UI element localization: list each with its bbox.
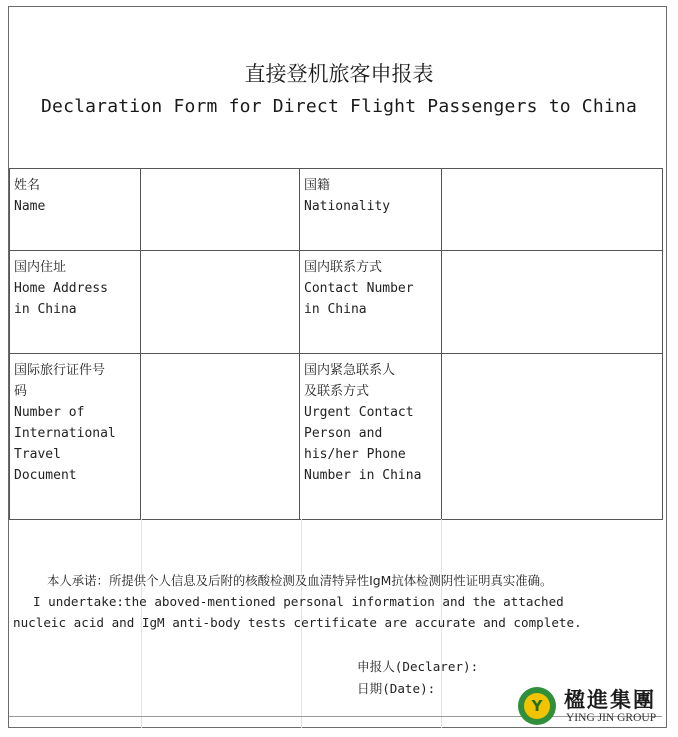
declarer-signature-label: 申报人(Declarer): <box>357 659 479 674</box>
form-title-english: Declaration Form for Direct Flight Passengers to China <box>41 96 637 117</box>
contact-number-label-cell <box>300 251 442 354</box>
home-address-input-cell[interactable] <box>141 251 300 354</box>
home-address-label-cell <box>10 251 141 354</box>
travel-document-label: 国际旅行证件号 码 Number of International Travel Document <box>14 363 116 483</box>
logo-chinese-name: 楹進集團 <box>564 687 656 712</box>
declaration-english-line2: nucleic acid and IgM anti-body tests certificate are accurate and complete. <box>13 615 582 630</box>
home-address-label: 国内住址 Home Address in China <box>14 260 108 317</box>
nationality-label-cell <box>300 169 442 251</box>
logo-emblem-mark: Y <box>524 693 550 719</box>
contact-number-label: 国内联系方式 Contact Number in China <box>304 260 414 317</box>
logo-emblem-icon <box>518 687 556 725</box>
declaration-block <box>13 570 658 633</box>
table-row <box>10 169 663 251</box>
emergency-contact-label-cell <box>300 354 442 520</box>
nationality-label: 国籍 Nationality <box>304 178 391 214</box>
nationality-input-cell[interactable] <box>442 169 663 251</box>
declaration-english-line1: I undertake:the aboved-mentioned personal information and the attached <box>33 594 564 609</box>
name-label-cell <box>10 169 141 251</box>
contact-number-input-cell[interactable] <box>442 251 663 354</box>
logo-english-name: YING JIN GROUP <box>566 712 657 724</box>
table-row <box>10 251 663 354</box>
date-label: 日期(Date): <box>357 681 436 696</box>
emergency-contact-label: 国内紧急联系人 及联系方式 Urgent Contact Person and his/her Phone Number in China <box>304 363 422 483</box>
company-logo <box>516 684 674 730</box>
declaration-chinese: 本人承诺：所提供个人信息及后附的核酸检测及血清特异性IgM抗体检测阴性证明真实准确。 <box>47 573 553 588</box>
travel-document-input-cell[interactable] <box>141 354 300 520</box>
table-row <box>10 354 663 520</box>
travel-document-label-cell <box>10 354 141 520</box>
form-title-chinese: 直接登机旅客申报表 <box>244 62 434 86</box>
declaration-form-table <box>9 168 663 520</box>
emergency-contact-input-cell[interactable] <box>442 354 663 520</box>
name-label: 姓名 Name <box>14 178 46 214</box>
name-input-cell[interactable] <box>141 169 300 251</box>
